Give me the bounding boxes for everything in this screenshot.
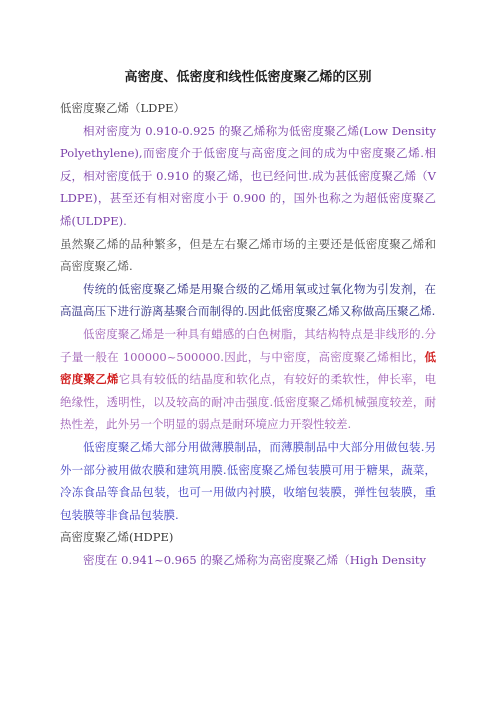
paragraph-properties — [60, 323, 436, 436]
properties-text-part1: 低密度聚乙烯是一种具有蜡感的白色树脂，其结构特点是非线形的.分子量一般在 100000~500000.因此，与中密度，高密度聚乙烯相比， — [60, 326, 436, 364]
paragraph-hdpe-density: 密度在 0.941~0.965 的聚乙烯称为高密度聚乙烯（High Density — [83, 552, 427, 567]
section-heading-ldpe: 低密度聚乙烯（LDPE） — [60, 101, 185, 115]
properties-highlight: 低密度聚乙烯 — [60, 349, 436, 387]
properties-text-part3: 它具有较低的结晶度和软化点，有较好的柔软性，伸长率，电绝缘性，透明性，以及较高的耐冲击强度.低密度聚乙烯机械强度较差，耐热性差，此外另一个明显的弱点是耐环境应力开裂性较差. — [60, 372, 437, 432]
section-heading-hdpe: 高密度聚乙烯(HDPE) — [60, 530, 174, 545]
document-body — [60, 97, 436, 571]
paragraph-ldpe-density: 相对密度为 0.910-0.925 的聚乙烯称为低密度聚乙烯(Low Density Polyethylene),而密度介于低密度与高密度之间的成为中密度聚乙烯.相反，相对密度低于 0.910 的聚乙烯，也已经问世.成为甚低密度聚乙烯（VLDPE)，甚至还有相对密度小于 0.900 的，国外也称之为超低密度聚乙烯(ULDPE). — [60, 123, 436, 228]
paragraph-market: 虽然聚乙烯的品种繁多，但是左右聚乙烯市场的主要还是低密度聚乙烯和高密度聚乙烯. — [60, 236, 436, 274]
document-title: 高密度、低密度和线性低密度聚乙烯的区别 — [124, 70, 372, 85]
paragraph-production: 传统的低密度聚乙烯是用聚合级的乙烯用氧或过氧化物为引发剂，在高温高压下进行游离基聚合而制得的.因此低密度聚乙烯又称做高压聚乙烯. — [60, 281, 436, 319]
paragraph-applications: 低密度聚乙烯大部分用做薄膜制品，而薄膜制品中大部分用做包装.另外一部分被用做农膜和建筑用膜.低密度聚乙烯包装膜可用于糖果，蔬菜，冷冻食品等食品包装，也可一用做内衬膜，收缩包装膜，弹性包装膜，重包装膜等非食品包装膜. — [60, 439, 436, 522]
